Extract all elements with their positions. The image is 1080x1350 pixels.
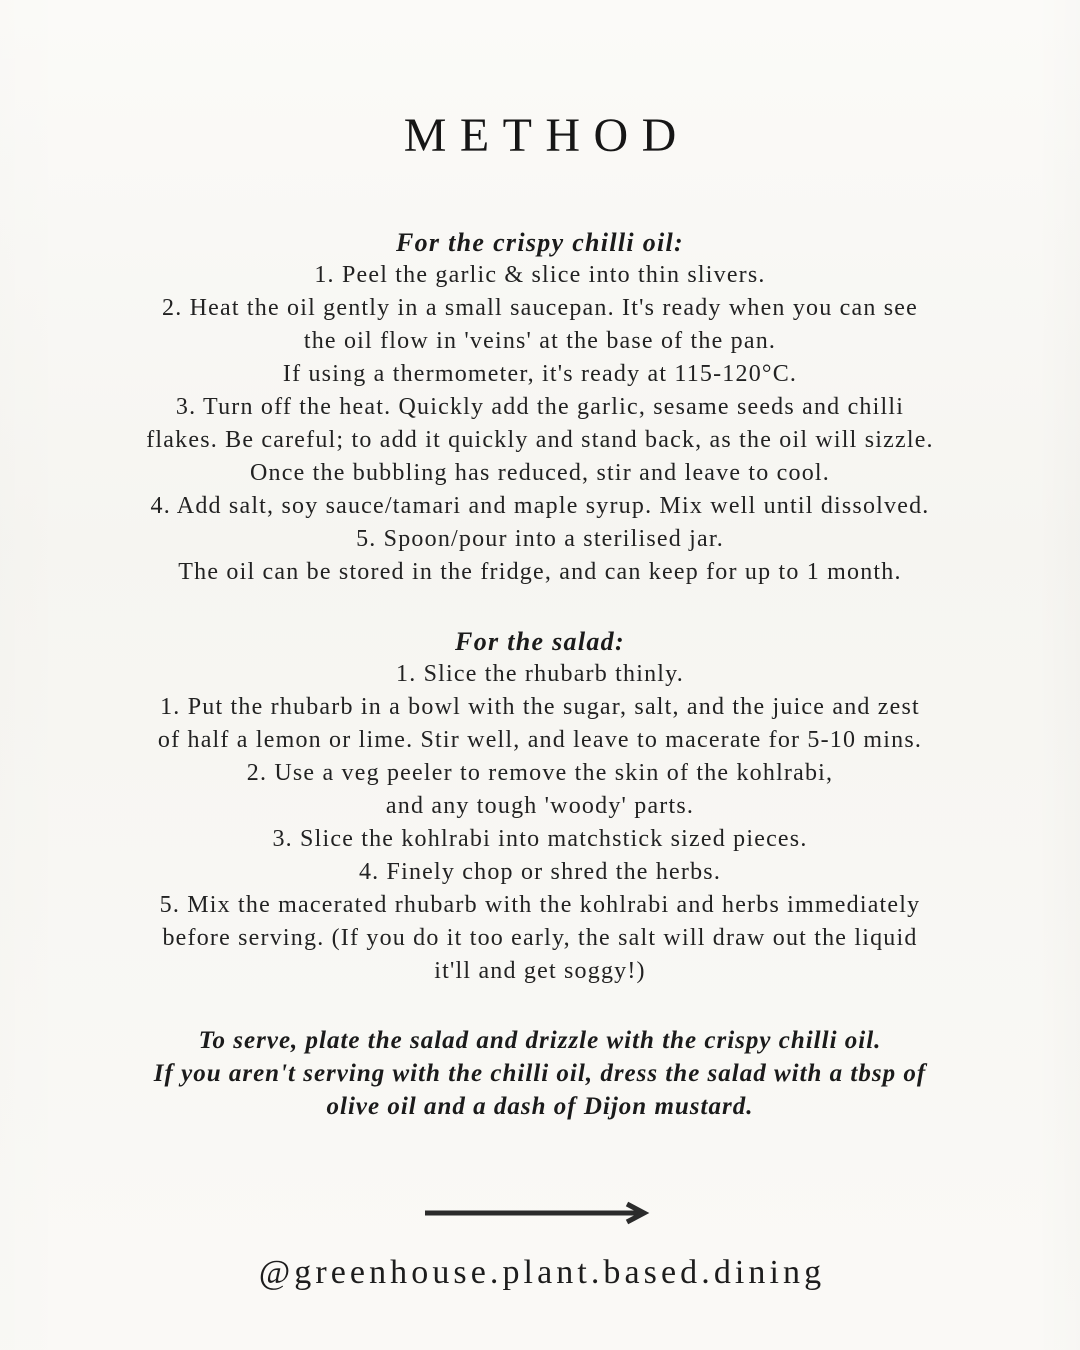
section-crispy-chilli-oil — [0, 226, 1080, 589]
text-line: it'll and get soggy!) — [434, 958, 646, 984]
salad-steps — [0, 658, 1080, 988]
text-line: 2. Use a veg peeler to remove the skin of the kohlrabi, — [246, 760, 834, 786]
right-arrow-icon — [0, 1201, 1080, 1225]
text-line: If using a thermometer, it's ready at 115-120°C. — [282, 361, 798, 387]
section-heading-salad: For the salad: — [455, 627, 625, 656]
text-line: 3. Slice the kohlrabi into matchstick sized pieces. — [272, 826, 808, 852]
text-line: 1. Peel the garlic & slice into thin slivers. — [314, 262, 766, 288]
section-heading-chilli-oil: For the crispy chilli oil: — [395, 228, 685, 257]
page-title: METHOD — [403, 109, 690, 162]
text-line: before serving. (If you do it too early, the salt will draw out the liquid — [162, 925, 918, 951]
text-line: the oil flow in 'veins' at the base of the pan. — [303, 328, 777, 354]
text-line: 5. Mix the macerated rhubarb with the kohlrabi and herbs immediately — [159, 892, 921, 918]
text-line: 3. Turn off the heat. Quickly add the garlic, sesame seeds and chilli — [175, 394, 905, 420]
instagram-handle: @greenhouse.plant.based.dining — [258, 1254, 826, 1291]
text-line: 2. Heat the oil gently in a small saucepan. It's ready when you can see — [162, 295, 918, 321]
text-line: 5. Spoon/pour into a sterilised jar. — [356, 526, 724, 552]
text-line: and any tough 'woody' parts. — [385, 793, 695, 819]
text-line: If you aren't serving with the chilli oil, dress the salad with a tbsp of — [153, 1060, 927, 1087]
text-line: 1. Slice the rhubarb thinly. — [396, 661, 684, 687]
section-salad — [0, 625, 1080, 988]
text-line: flakes. Be careful; to add it quickly and stand back, as the oil will sizzle. — [146, 427, 934, 453]
text-line: Once the bubbling has reduced, stir and leave to cool. — [250, 460, 830, 486]
text-line: 1. Put the rhubarb in a bowl with the sugar, salt, and the juice and zest — [160, 694, 920, 720]
text-line: 4. Finely chop or shred the herbs. — [358, 859, 722, 885]
text-line: 4. Add salt, soy sauce/tamari and maple syrup. Mix well until dissolved. — [150, 493, 930, 519]
text-line: The oil can be stored in the fridge, and can keep for up to 1 month. — [178, 559, 902, 585]
text-line: olive oil and a dash of Dijon mustard. — [326, 1093, 754, 1120]
serving-note — [0, 1024, 1080, 1123]
text-line: of half a lemon or lime. Stir well, and leave to macerate for 5-10 mins. — [157, 727, 923, 753]
chilli-oil-steps — [0, 259, 1080, 589]
text-line: To serve, plate the salad and drizzle with the crispy chilli oil. — [198, 1027, 882, 1054]
